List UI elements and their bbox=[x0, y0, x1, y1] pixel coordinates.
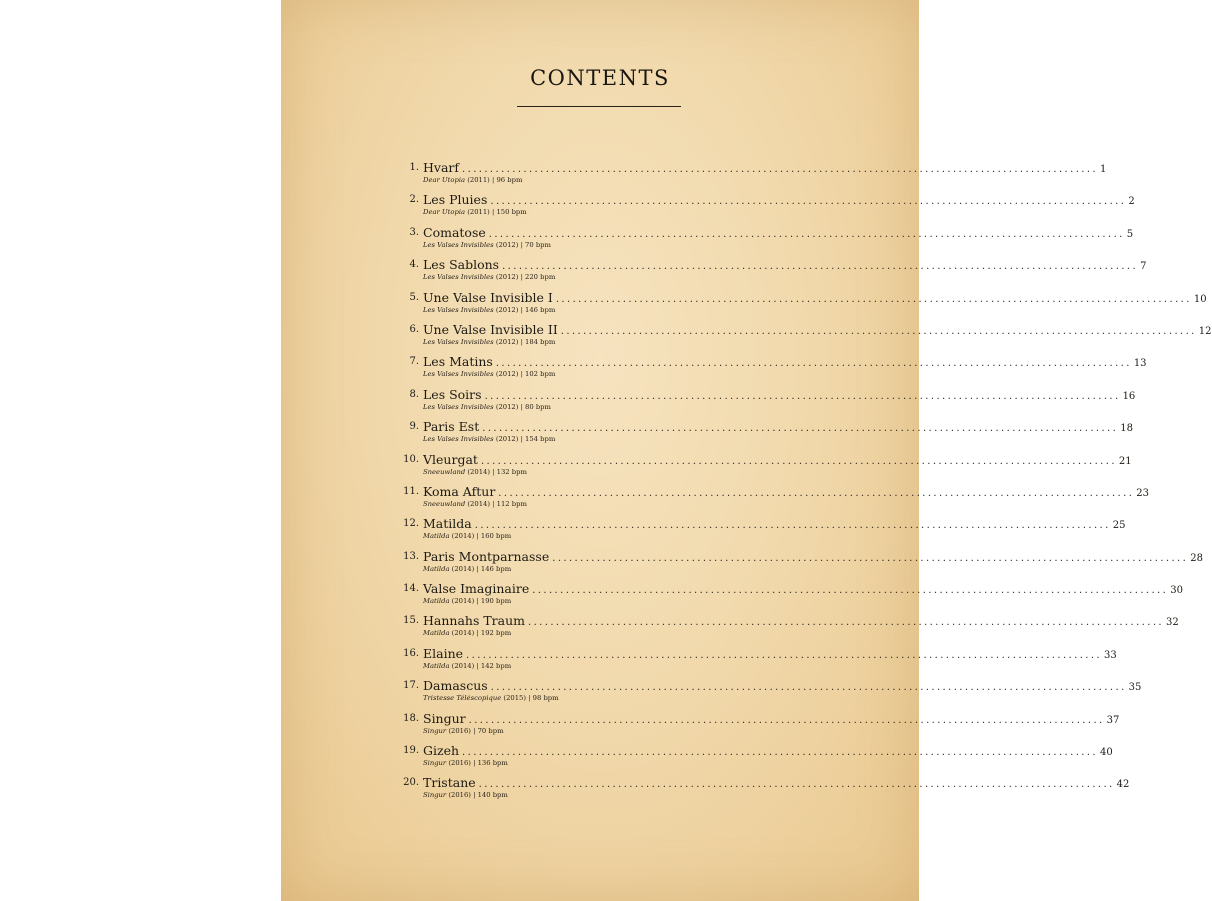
song-title[interactable]: Gizeh bbox=[423, 743, 460, 759]
page-number: 33 bbox=[1104, 649, 1117, 661]
toc-entry[interactable] bbox=[395, 256, 1147, 288]
year-bpm: (2014) | 160 bpm bbox=[451, 532, 512, 541]
entry-details bbox=[423, 694, 559, 702]
page-number: 5 bbox=[1126, 228, 1134, 240]
page-number: 16 bbox=[1122, 390, 1136, 402]
page-number: 2 bbox=[1128, 196, 1135, 208]
album-name: Matilda bbox=[423, 629, 450, 638]
album-name: Tristesse Téléscopique bbox=[423, 694, 502, 703]
entry-details bbox=[423, 306, 555, 314]
year-bpm: (2012) | 220 bpm bbox=[495, 273, 556, 282]
entry-number: 2. bbox=[409, 194, 419, 206]
album-name: Les Valses Invisibles bbox=[423, 240, 494, 249]
album-name: Sneeuwland bbox=[423, 467, 466, 476]
page-number: 10 bbox=[1193, 293, 1207, 305]
entry-details bbox=[423, 532, 511, 540]
song-title[interactable]: Les Sablons bbox=[423, 257, 500, 273]
album-name: Singur bbox=[423, 791, 447, 800]
entry-number: 5. bbox=[409, 291, 419, 303]
album-name: Les Valses Invisibles bbox=[423, 337, 494, 346]
entry-number: 15. bbox=[403, 615, 419, 627]
dot-leader: .................................................................................................................. bbox=[462, 164, 1099, 175]
album-name: Sneeuwland bbox=[423, 499, 466, 508]
year-bpm: (2012) | 102 bpm bbox=[495, 370, 556, 379]
entry-details bbox=[423, 629, 511, 637]
year-bpm: (2015) | 98 bpm bbox=[503, 694, 559, 703]
song-title[interactable]: Valse Imaginaire bbox=[423, 581, 530, 597]
toc-entry[interactable] bbox=[395, 645, 1117, 677]
entry-details bbox=[423, 241, 551, 249]
entry-number: 20. bbox=[403, 777, 419, 789]
entry-details bbox=[423, 662, 511, 670]
dot-leader: .................................................................................................................. bbox=[555, 293, 1192, 305]
entry-number: 12. bbox=[403, 518, 419, 530]
dot-leader: .................................................................................................................. bbox=[528, 617, 1164, 629]
song-title[interactable]: Une Valse Invisible II bbox=[423, 321, 558, 337]
toc-entry[interactable] bbox=[395, 515, 1126, 547]
year-bpm: (2016) | 70 bpm bbox=[448, 726, 504, 735]
entry-details bbox=[423, 727, 504, 735]
entry-number: 6. bbox=[409, 323, 419, 335]
entry-number: 18. bbox=[403, 712, 419, 724]
entry-details bbox=[423, 759, 508, 767]
toc-entry[interactable] bbox=[395, 774, 1130, 806]
toc-entry[interactable] bbox=[395, 612, 1179, 644]
entry-number: 19. bbox=[403, 745, 419, 757]
year-bpm: (2012) | 184 bpm bbox=[495, 337, 556, 346]
toc-entry[interactable] bbox=[395, 321, 1212, 353]
page-number: 7 bbox=[1140, 261, 1147, 273]
album-name: Matilda bbox=[423, 661, 450, 670]
year-bpm: (2014) | 132 bpm bbox=[467, 467, 527, 476]
contents-page bbox=[281, 0, 1212, 901]
entry-number: 1. bbox=[409, 162, 419, 173]
song-title[interactable]: Vleurgat bbox=[423, 451, 478, 467]
page-number: 23 bbox=[1136, 487, 1150, 499]
song-title[interactable]: Damascus bbox=[423, 678, 488, 694]
dot-leader: .................................................................................................................. bbox=[468, 714, 1105, 726]
year-bpm: (2012) | 146 bpm bbox=[495, 305, 556, 314]
entry-details bbox=[423, 791, 508, 799]
entry-number: 10. bbox=[403, 453, 419, 465]
song-title[interactable]: Les Pluies bbox=[423, 192, 488, 208]
page-number: 25 bbox=[1112, 520, 1126, 532]
entry-number: 8. bbox=[409, 388, 419, 400]
dot-leader: .................................................................................................................. bbox=[552, 552, 1189, 564]
album-name: Matilda bbox=[423, 597, 450, 606]
year-bpm: (2014) | 112 bpm bbox=[467, 499, 527, 508]
entry-number: 14. bbox=[403, 583, 419, 595]
page-number: 37 bbox=[1106, 714, 1120, 726]
album-name: Les Valses Invisibles bbox=[423, 370, 494, 379]
dot-leader: .................................................................................................................. bbox=[462, 747, 1099, 759]
entry-details bbox=[423, 565, 511, 573]
song-title[interactable]: Paris Est bbox=[423, 419, 480, 435]
album-name: Dear Utopia bbox=[423, 208, 466, 217]
page-number: 28 bbox=[1190, 552, 1203, 564]
album-name: Singur bbox=[423, 759, 447, 768]
entry-details bbox=[423, 208, 527, 216]
dot-leader: .................................................................................................................. bbox=[532, 585, 1169, 597]
dot-leader: .................................................................................................................. bbox=[466, 649, 1103, 661]
entry-details bbox=[423, 597, 511, 605]
year-bpm: (2012) | 154 bpm bbox=[495, 435, 556, 444]
page-number: 12 bbox=[1198, 325, 1212, 337]
song-title[interactable]: Tristane bbox=[423, 775, 476, 791]
album-name: Matilda bbox=[423, 564, 450, 573]
year-bpm: (2016) | 140 bpm bbox=[448, 791, 508, 800]
entry-details bbox=[423, 176, 522, 184]
song-title[interactable]: Une Valse Invisible I bbox=[423, 289, 553, 305]
year-bpm: (2014) | 146 bpm bbox=[451, 564, 512, 573]
song-title[interactable]: Hvarf bbox=[423, 160, 460, 175]
toc-entry[interactable] bbox=[395, 548, 1203, 580]
toc-entry[interactable] bbox=[395, 353, 1147, 385]
toc-entry[interactable] bbox=[395, 224, 1134, 256]
toc-entry[interactable] bbox=[395, 159, 1107, 191]
entry-details bbox=[423, 370, 555, 378]
page-number: 21 bbox=[1118, 455, 1132, 467]
page-number: 30 bbox=[1170, 585, 1183, 597]
entry-number: 3. bbox=[409, 226, 419, 238]
song-title[interactable]: Koma Aftur bbox=[423, 483, 496, 499]
song-title[interactable]: Comatose bbox=[423, 224, 486, 240]
entry-number: 11. bbox=[403, 485, 419, 497]
toc-entry[interactable] bbox=[395, 677, 1142, 709]
entry-number: 17. bbox=[403, 680, 419, 692]
album-name: Les Valses Invisibles bbox=[423, 435, 494, 444]
year-bpm: (2014) | 142 bpm bbox=[451, 661, 512, 670]
album-name: Les Valses Invisibles bbox=[423, 402, 494, 411]
song-title[interactable]: Les Matins bbox=[423, 354, 493, 370]
page-number: 32 bbox=[1166, 617, 1179, 629]
dot-leader: .................................................................................................................. bbox=[488, 228, 1125, 240]
entry-details bbox=[423, 500, 527, 508]
year-bpm: (2014) | 192 bpm bbox=[451, 629, 512, 638]
entry-number: 7. bbox=[409, 356, 419, 368]
entry-details bbox=[423, 338, 555, 346]
toc-entry[interactable] bbox=[395, 191, 1135, 223]
album-name: Singur bbox=[423, 726, 447, 735]
dot-leader: .................................................................................................................. bbox=[490, 196, 1127, 208]
dot-leader: .................................................................................................................. bbox=[490, 682, 1127, 694]
page-title: CONTENTS bbox=[530, 66, 670, 90]
page-number: 1 bbox=[1100, 164, 1107, 175]
album-name: Dear Utopia bbox=[423, 176, 466, 184]
page-number: 40 bbox=[1100, 747, 1113, 759]
year-bpm: (2011) | 96 bpm bbox=[467, 176, 523, 184]
song-title[interactable]: Singur bbox=[423, 710, 466, 726]
dot-leader: .................................................................................................................. bbox=[478, 779, 1115, 791]
year-bpm: (2011) | 150 bpm bbox=[467, 208, 527, 217]
toc-entry[interactable] bbox=[395, 418, 1133, 450]
toc-entry[interactable] bbox=[395, 289, 1207, 321]
entry-number: 4. bbox=[409, 259, 419, 271]
dot-leader: .................................................................................................................. bbox=[498, 487, 1135, 499]
toc-entry[interactable] bbox=[395, 710, 1120, 742]
dot-leader: .................................................................................................................. bbox=[502, 261, 1139, 273]
album-name: Les Valses Invisibles bbox=[423, 273, 494, 282]
dot-leader: .................................................................................................................. bbox=[482, 423, 1119, 435]
song-title[interactable]: Les Soirs bbox=[423, 386, 482, 402]
page-number: 18 bbox=[1120, 423, 1133, 435]
song-title[interactable]: Hannahs Traum bbox=[423, 613, 526, 629]
album-name: Matilda bbox=[423, 532, 450, 541]
dot-leader: .................................................................................................................. bbox=[560, 325, 1197, 337]
entry-number: 16. bbox=[403, 647, 419, 659]
page-number: 42 bbox=[1116, 779, 1130, 791]
album-name: Les Valses Invisibles bbox=[423, 305, 494, 314]
page-number: 13 bbox=[1133, 358, 1147, 370]
toc-entry[interactable] bbox=[395, 483, 1150, 515]
song-title[interactable]: Matilda bbox=[423, 516, 472, 532]
entry-details bbox=[423, 403, 551, 411]
entry-details bbox=[423, 435, 555, 443]
entry-number: 13. bbox=[403, 550, 419, 562]
entry-details bbox=[423, 273, 555, 281]
title-underline bbox=[517, 106, 681, 107]
page-number: 35 bbox=[1128, 682, 1142, 694]
year-bpm: (2012) | 70 bpm bbox=[495, 240, 551, 249]
toc-entry[interactable] bbox=[395, 742, 1113, 774]
entry-number: 9. bbox=[409, 421, 419, 433]
dot-leader: .................................................................................................................. bbox=[480, 455, 1117, 467]
year-bpm: (2014) | 190 bpm bbox=[451, 597, 512, 606]
toc-entry[interactable] bbox=[395, 451, 1132, 483]
entry-details bbox=[423, 468, 527, 476]
dot-leader: .................................................................................................................. bbox=[495, 358, 1132, 370]
toc-entry[interactable] bbox=[395, 386, 1136, 418]
year-bpm: (2012) | 80 bpm bbox=[495, 402, 551, 411]
toc-entry[interactable] bbox=[395, 580, 1183, 612]
dot-leader: .................................................................................................................. bbox=[474, 520, 1111, 532]
dot-leader: .................................................................................................................. bbox=[484, 390, 1121, 402]
song-title[interactable]: Elaine bbox=[423, 645, 464, 661]
year-bpm: (2016) | 136 bpm bbox=[448, 759, 508, 768]
table-of-contents bbox=[395, 159, 1212, 807]
song-title[interactable]: Paris Montparnasse bbox=[423, 548, 550, 564]
